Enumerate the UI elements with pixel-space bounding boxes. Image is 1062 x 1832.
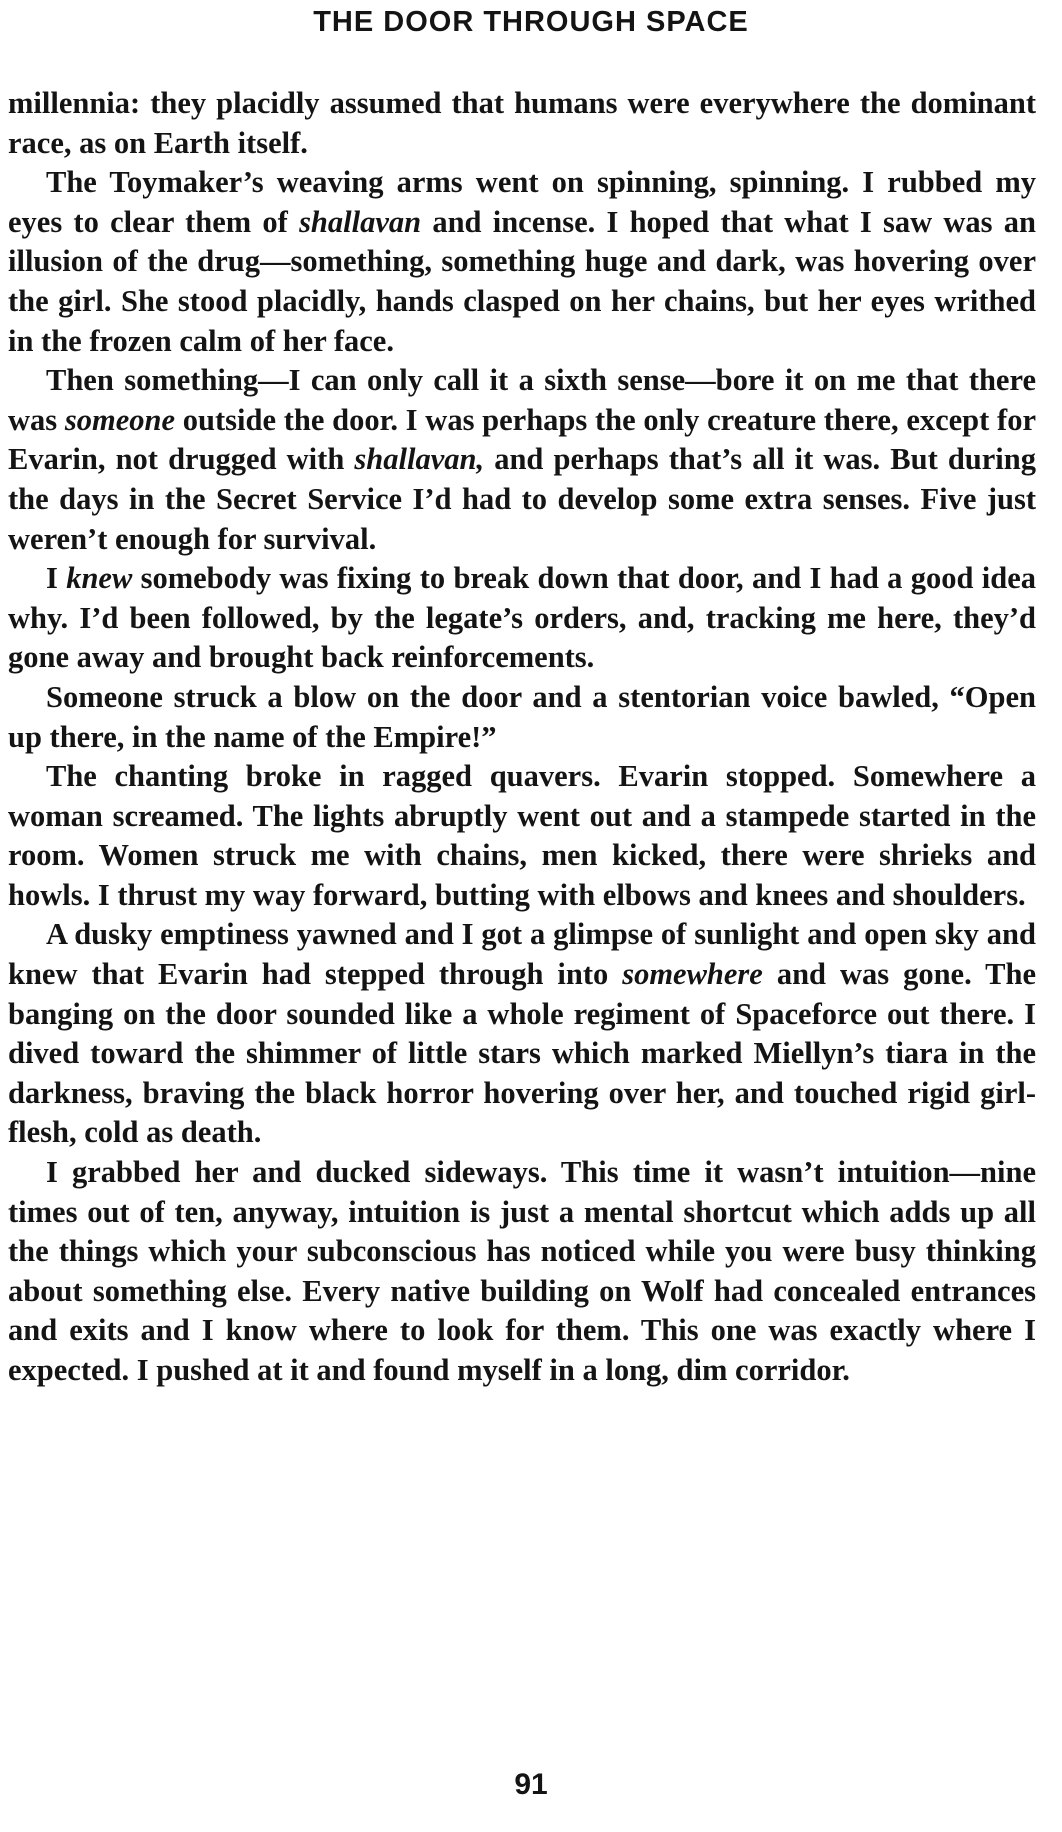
paragraph-7: [8, 915, 1036, 1153]
paragraph-2: [8, 163, 1036, 361]
running-head: THE DOOR THROUGH SPACE: [313, 6, 749, 38]
paragraph-7-italic-somewhere: somewhere: [622, 957, 763, 992]
paragraph-3-text-c: and perhaps that’s all it was. But during the days in the Secret Service I’d had to develop some extra senses. Five just weren’t enough for survival.: [8, 442, 1036, 556]
paragraph-3-italic-shallavan: shallavan,: [354, 442, 485, 477]
page-number: 91: [514, 1768, 548, 1801]
paragraph-2-text-a: The Toymaker’s weaving arms went on spinning, spinning. I rubbed my eyes to clear them of: [8, 165, 1036, 239]
paragraph-2-text-b: and incense. I hoped that what I saw was an illusion of the drug—something, something huge and dark, was hovering over the girl. She stood placidly, hands clasped on her chains, but her eyes writhed in the frozen calm of her face.: [8, 204, 1036, 358]
paragraph-6: The chanting broke in ragged quavers. Evarin stopped. Somewhere a woman screamed. The lights abruptly went out and a stampede started in the room. Women struck me with chains, men kicked, there were shrieks and howls. I thrust my way forward, butting with elbows and knees and shoulders.: [8, 759, 1036, 912]
paragraph-4-text-a: I: [46, 561, 67, 596]
paragraph-4: [8, 559, 1036, 678]
paragraph-3: [8, 361, 1036, 559]
paragraph-1: millennia: they placidly assumed that humans were everywhere the dominant race, as on Earth itself.: [8, 86, 1036, 160]
paragraph-5: Someone struck a blow on the door and a stentorian voice bawled, “Open up there, in the name of the Empire!”: [8, 679, 1036, 754]
paragraph-7-text-b: and was gone. The banging on the door sounded like a whole regiment of Spaceforce out there. I dived toward the shimmer of little stars which marked Miellyn’s tiara in the darkness, braving the black horror hovering over her, and touched rigid girl-flesh, cold as death.: [8, 957, 1036, 1150]
paragraph-7-text-a: A dusky emptiness yawned and I got a glimpse of sunlight and open sky and knew that Evarin had stepped through into: [8, 917, 1036, 992]
paragraph-3-text-a: Then something—I can only call it a sixth sense—bore it on me that there was: [8, 363, 1036, 437]
paragraph-3-italic-someone: someone: [64, 402, 176, 437]
paragraph-4-text-b: somebody was fixing to break down that door, and I had a good idea why. I’d been followed, by the legate’s orders, and, tracking me here, they’d gone away and brought back reinforcements.: [8, 561, 1036, 675]
paragraph-3-text-b: outside the door. I was perhaps the only creature there, except for Evarin, not drugged with: [8, 402, 1036, 477]
paragraph-4-italic-knew: knew: [66, 561, 133, 596]
paragraph-2-italic-shallavan: shallavan: [299, 204, 422, 239]
body-text: [8, 84, 1036, 1391]
paragraph-8: I grabbed her and ducked sideways. This time it wasn’t intuition—nine times out of ten, anyway, intuition is just a mental shortcut which adds up all the things which your subconscious has noticed while you were busy thinking about something else. Every native building on Wolf had concealed entrances and exits and I know where to look for them. This one was exactly where I expected. I pushed at it and found myself in a long, dim corridor.: [8, 1155, 1036, 1387]
